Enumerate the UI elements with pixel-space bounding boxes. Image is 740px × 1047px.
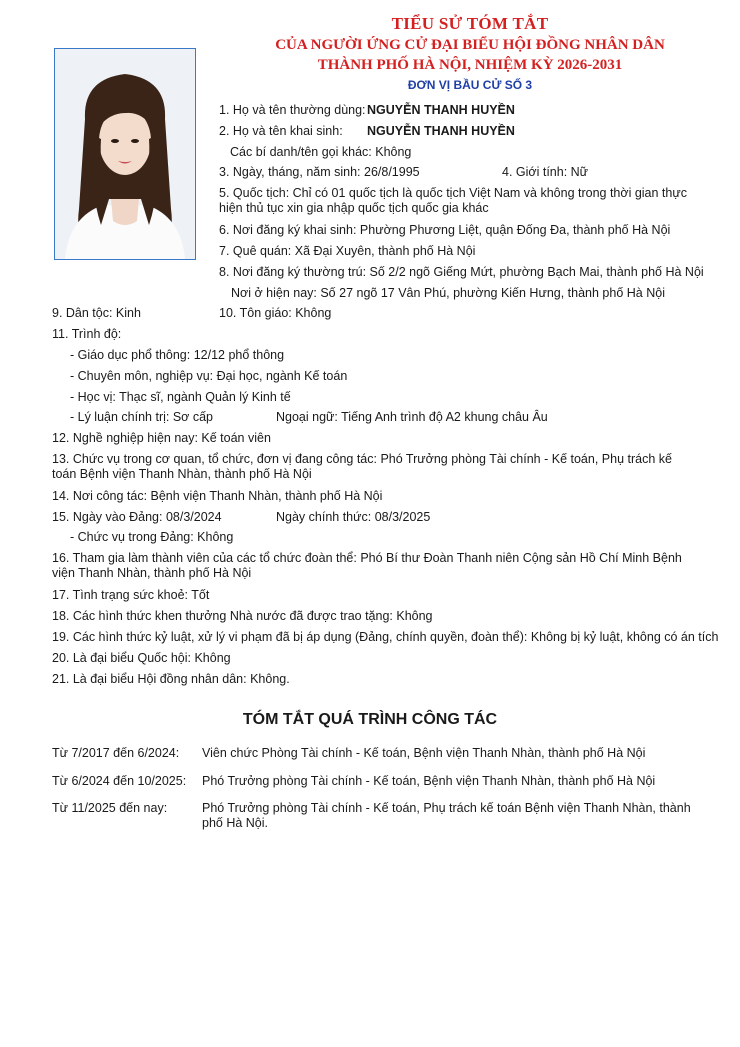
birth-registration-place: 6. Nơi đăng ký khai sinh: Phường Phương Liệt, quận Đống Đa, thành phố Hà Nội [219, 223, 671, 237]
permanent-residence: 8. Nơi đăng ký thường trú: Số 2/2 ngõ Giếng Mứt, phường Bạch Mai, thành phố Hà Nội [219, 265, 704, 279]
career-period: Từ 6/2024 đến 10/2025: [52, 774, 187, 788]
portrait-photo [54, 48, 196, 260]
nationality: 5. Quốc tịch: Chỉ có 01 quốc tịch là quốc tịch Việt Nam và không trong thời gian thực hiện thủ tục xin gia nhập quốc tịch quốc gia khác [219, 186, 687, 215]
health-status: 17. Tình trạng sức khoẻ: Tốt [52, 588, 210, 602]
current-position: 13. Chức vụ trong cơ quan, tổ chức, đơn vị đang công tác: Phó Trưởng phòng Tài chính - Kế toán, Phụ trách kế toán Bệnh viện Thanh Nhàn, thành phố Hà Nội [52, 452, 672, 481]
party-position: - Chức vụ trong Đảng: Không [70, 530, 234, 544]
birth-name-value: NGUYỄN THANH HUYỀN [367, 124, 515, 138]
foreign-language: Ngoại ngữ: Tiếng Anh trình độ A2 khung châu Âu [276, 410, 548, 424]
career-period: Từ 11/2025 đến nay: [52, 801, 168, 815]
gender: 4. Giới tính: Nữ [502, 165, 589, 179]
hometown: 7. Quê quán: Xã Đại Xuyên, thành phố Hà Nội [219, 244, 476, 258]
party-join-date: 15. Ngày vào Đảng: 08/3/2024 [52, 510, 222, 524]
education-heading: 11. Trình độ: [52, 327, 122, 341]
state-awards: 18. Các hình thức khen thưởng Nhà nước đã được trao tặng: Không [52, 609, 433, 623]
ethnicity: 9. Dân tộc: Kinh [52, 306, 141, 320]
disciplinary-record: 19. Các hình thức kỷ luật, xử lý vi phạm đã bị áp dụng (Đảng, chính quyền, đoàn thể): Không bị kỷ luật, không có án tích [52, 630, 719, 644]
document-term: THÀNH PHỐ HÀ NỘI, NHIỆM KỲ 2026-2031 [317, 57, 623, 73]
current-residence: Nơi ở hiện nay: Số 27 ngõ 17 Vân Phú, phường Kiến Hưng, thành phố Hà Nội [231, 286, 665, 300]
organization-membership: 16. Tham gia làm thành viên của các tổ chức đoàn thể: Phó Bí thư Đoàn Thanh niên Cộng sản Hồ Chí Minh Bệnh viện Thanh Nhàn, thành phố Hà Nội [52, 551, 682, 580]
national-assembly-deputy: 20. Là đại biểu Quốc hội: Không [52, 651, 231, 665]
document-title: TIỂU SỬ TÓM TẮT [391, 14, 549, 33]
career-summary-title: TÓM TẮT QUÁ TRÌNH CÔNG TÁC [242, 711, 498, 728]
party-official-date: Ngày chính thức: 08/3/2025 [276, 510, 431, 524]
general-education: - Giáo dục phổ thông: 12/12 phổ thông [70, 348, 285, 362]
birth-name-label: 2. Họ và tên khai sinh: [219, 124, 343, 138]
aliases: Các bí danh/tên gọi khác: Không [230, 145, 412, 159]
religion: 10. Tôn giáo: Không [219, 306, 332, 320]
academic-degree: - Học vị: Thạc sĩ, ngành Quản lý Kinh tế [70, 390, 291, 404]
date-of-birth: 3. Ngày, tháng, năm sinh: 26/8/1995 [219, 165, 420, 179]
career-description: Phó Trưởng phòng Tài chính - Kế toán, Bệnh viện Thanh Nhàn, thành phố Hà Nội [202, 774, 656, 788]
document-subtitle: CỦA NGƯỜI ỨNG CỬ ĐẠI BIỂU HỘI ĐỒNG NHÂN DÂN [275, 37, 665, 53]
common-name-label: 1. Họ và tên thường dùng: [219, 103, 366, 117]
career-description: Viên chức Phòng Tài chính - Kế toán, Bệnh viện Thanh Nhàn, thành phố Hà Nội [202, 746, 646, 760]
political-theory: - Lý luận chính trị: Sơ cấp [70, 410, 213, 424]
career-period: Từ 7/2017 đến 6/2024: [52, 746, 180, 760]
workplace: 14. Nơi công tác: Bệnh viện Thanh Nhàn, thành phố Hà Nội [52, 489, 383, 503]
electoral-unit: ĐƠN VỊ BẦU CỬ SỐ 3 [407, 78, 533, 92]
professional-qualification: - Chuyên môn, nghiệp vụ: Đại học, ngành Kế toán [70, 369, 348, 383]
common-name-value: NGUYỄN THANH HUYỀN [367, 103, 515, 117]
career-description: Phó Trưởng phòng Tài chính - Kế toán, Phụ trách kế toán Bệnh viện Thanh Nhàn, thành phố Hà Nội. [202, 801, 691, 830]
current-occupation: 12. Nghề nghiệp hiện nay: Kế toán viên [52, 431, 271, 445]
peoples-council-deputy: 21. Là đại biểu Hội đồng nhân dân: Không. [52, 672, 290, 686]
